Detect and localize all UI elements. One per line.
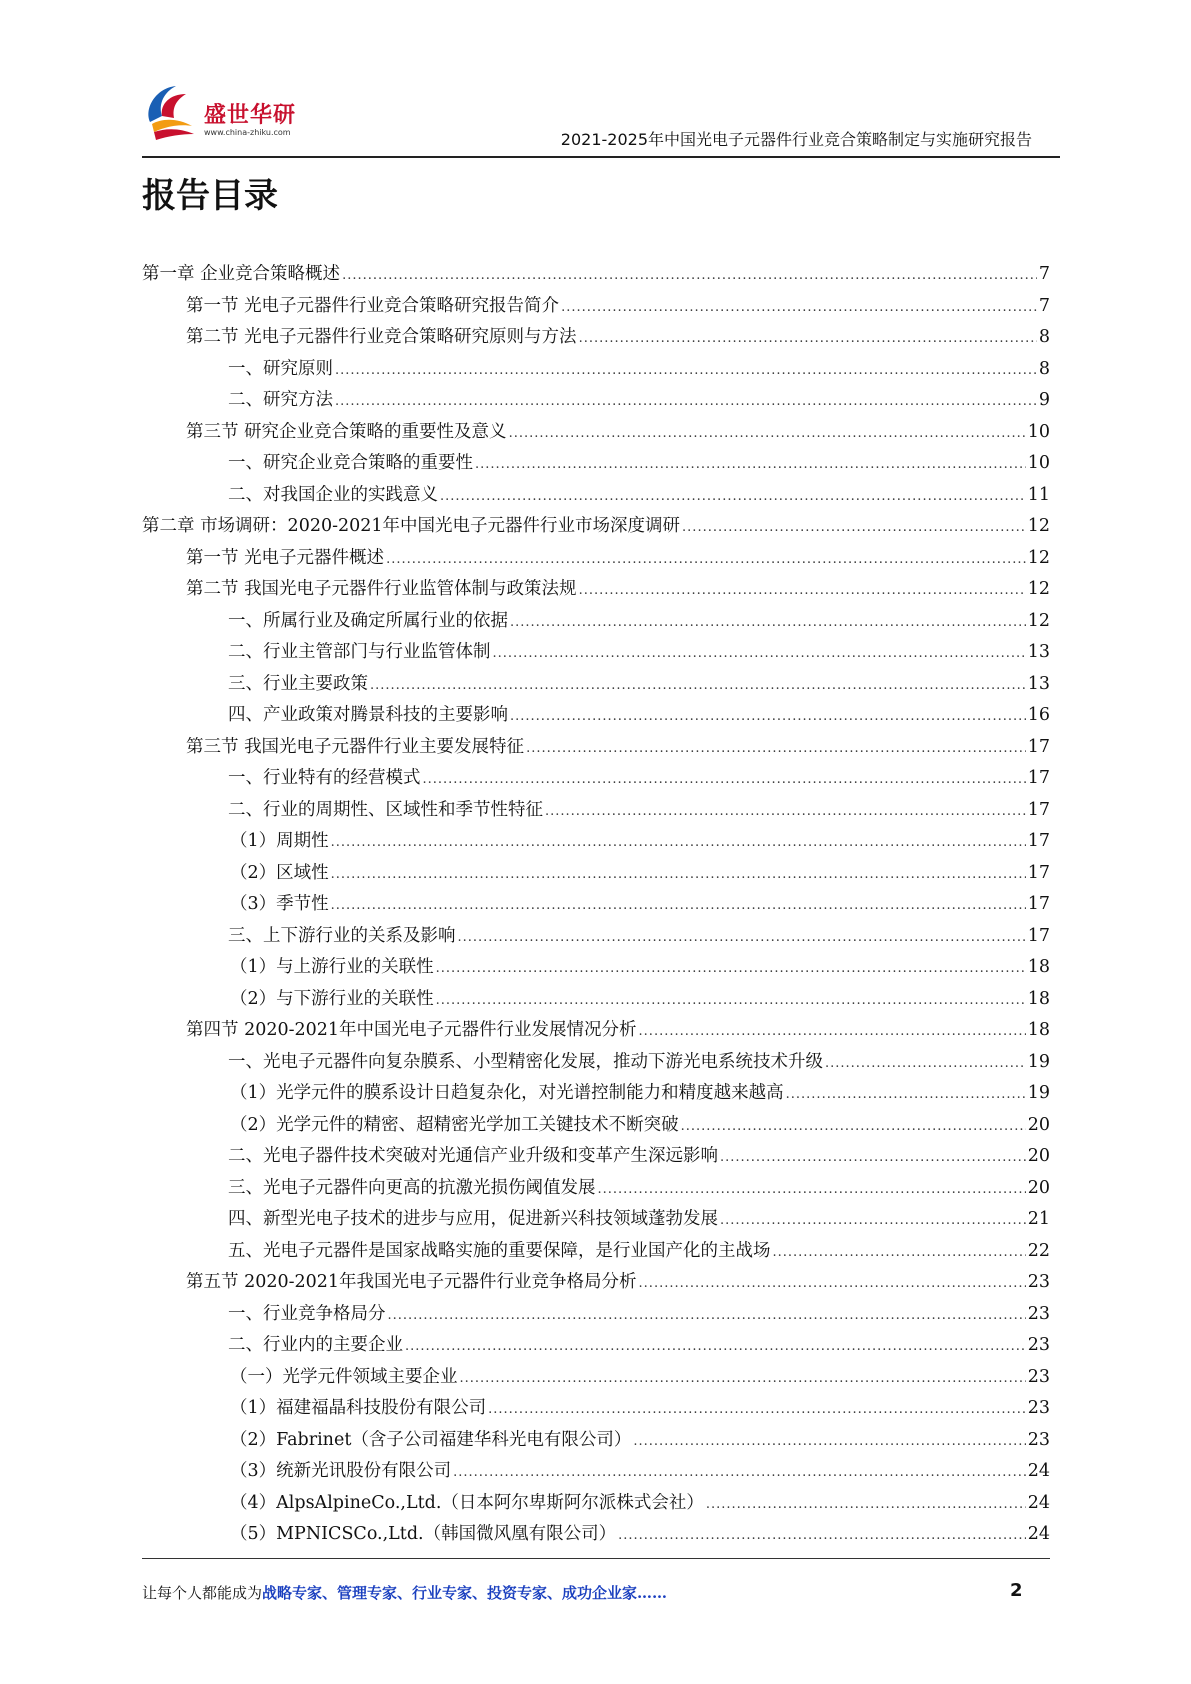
toc-entry-page: 17 bbox=[1027, 862, 1050, 883]
toc-entry[interactable] bbox=[142, 1048, 1050, 1080]
toc-entry[interactable] bbox=[142, 796, 1050, 828]
toc-leader-dots bbox=[423, 772, 1026, 787]
toc-entry-page: 19 bbox=[1027, 1083, 1050, 1103]
toc-entry-page: 20 bbox=[1027, 1114, 1050, 1135]
toc-entry-title: 二、行业的周期性、区域性和季节性特征 bbox=[228, 799, 543, 820]
toc-entry[interactable] bbox=[142, 386, 1050, 418]
toc-entry-title: （2）光学元件的精密、超精密光学加工关键技术不断突破 bbox=[230, 1114, 679, 1135]
toc-leader-dots bbox=[720, 1150, 1026, 1165]
toc-entry-title: 二、对我国企业的实践意义 bbox=[228, 484, 438, 505]
toc-leader-dots bbox=[579, 583, 1026, 598]
toc-entry[interactable] bbox=[142, 355, 1050, 387]
toc-entry-title: （3）统新光讯股份有限公司 bbox=[230, 1461, 452, 1481]
toc-entry-title: 一、行业特有的经营模式 bbox=[228, 768, 421, 788]
toc-leader-dots bbox=[460, 1371, 1026, 1386]
toc-entry-page: 10 bbox=[1027, 453, 1050, 473]
toc-entry[interactable] bbox=[142, 323, 1050, 355]
toc-entry[interactable] bbox=[142, 827, 1050, 859]
toc-entry-page: 23 bbox=[1027, 1366, 1050, 1387]
toc-entry-page: 17 bbox=[1027, 768, 1050, 788]
toc-entry[interactable] bbox=[142, 1237, 1050, 1269]
toc-entry-page: 7 bbox=[1038, 295, 1050, 316]
toc-entry-title: （2）Fabrinet（含子公司福建华科光电有限公司） bbox=[230, 1429, 632, 1450]
page-number: 2 bbox=[1010, 1580, 1023, 1601]
toc-entry-page: 7 bbox=[1038, 264, 1050, 284]
toc-entry-title: （4）AlpsAlpineCo.,Ltd.（日本阿尔卑斯阿尔派株式会社） bbox=[230, 1492, 704, 1513]
header-divider bbox=[142, 156, 1060, 158]
toc-entry-title: 第三节 研究企业竞合策略的重要性及意义 bbox=[186, 421, 507, 442]
company-logo bbox=[142, 78, 322, 148]
toc-entry-title: 第一节 光电子元器件概述 bbox=[186, 547, 385, 568]
toc-leader-dots bbox=[633, 1434, 1025, 1449]
toc-entry-page: 23 bbox=[1027, 1429, 1050, 1450]
toc-entry[interactable] bbox=[142, 1079, 1050, 1111]
toc-leader-dots bbox=[453, 1465, 1026, 1480]
toc-entry-title: 第二章 市场调研：2020-2021年中国光电子元器件行业市场深度调研 bbox=[142, 516, 681, 536]
toc-entry-page: 20 bbox=[1027, 1177, 1050, 1198]
toc-entry[interactable] bbox=[142, 701, 1050, 733]
toc-entry-title: 第三节 我国光电子元器件行业主要发展特征 bbox=[186, 736, 525, 757]
toc-leader-dots bbox=[706, 1497, 1026, 1512]
toc-entry-title: （2）与下游行业的关联性 bbox=[230, 988, 434, 1009]
toc-entry-title: 三、光电子元器件向更高的抗激光损伤阈值发展 bbox=[228, 1177, 596, 1198]
toc-entry-title: 四、新型光电子技术的进步与应用，促进新兴科技领域蓬勃发展 bbox=[228, 1209, 718, 1229]
toc-leader-dots bbox=[342, 268, 1037, 283]
toc-entry-title: 一、光电子元器件向复杂膜系、小型精密化发展，推动下游光电系统技术升级 bbox=[228, 1051, 823, 1072]
toc-entry-page: 8 bbox=[1038, 327, 1050, 347]
toc-entry-page: 22 bbox=[1027, 1240, 1050, 1261]
toc-entry[interactable] bbox=[142, 1457, 1050, 1489]
toc-entry-page: 17 bbox=[1027, 925, 1050, 946]
toc-entry[interactable] bbox=[142, 764, 1050, 796]
toc-entry[interactable] bbox=[142, 890, 1050, 922]
toc-leader-dots bbox=[386, 552, 1026, 567]
toc-entry[interactable] bbox=[142, 449, 1050, 481]
toc-entry-page: 23 bbox=[1027, 1335, 1050, 1355]
toc-entry-page: 12 bbox=[1027, 547, 1050, 568]
toc-entry[interactable] bbox=[142, 1363, 1050, 1395]
toc-entry-title: 一、所属行业及确定所属行业的依据 bbox=[228, 610, 508, 631]
toc-leader-dots bbox=[639, 1024, 1026, 1039]
toc-entry[interactable] bbox=[142, 292, 1050, 324]
toc-entry-title: 二、行业内的主要企业 bbox=[228, 1335, 403, 1355]
toc-leader-dots bbox=[440, 489, 1026, 504]
toc-leader-dots bbox=[331, 867, 1026, 882]
toc-entry[interactable] bbox=[142, 985, 1050, 1017]
toc-entry-page: 20 bbox=[1027, 1146, 1050, 1166]
toc-leader-dots bbox=[493, 646, 1026, 661]
toc-entry[interactable] bbox=[142, 418, 1050, 450]
toc-entry-page: 19 bbox=[1027, 1051, 1050, 1072]
toc-entry[interactable] bbox=[142, 1205, 1050, 1237]
toc-entry-page: 9 bbox=[1038, 390, 1050, 410]
footer-slogan-prefix: 让每个人都能成为 bbox=[142, 1584, 263, 1602]
toc-entry-page: 17 bbox=[1027, 894, 1050, 914]
toc-leader-dots bbox=[458, 930, 1026, 945]
toc-leader-dots bbox=[639, 1276, 1026, 1291]
toc-entry[interactable] bbox=[142, 1142, 1050, 1174]
toc-leader-dots bbox=[825, 1056, 1026, 1071]
toc-entry-title: 第一章 企业竞合策略概述 bbox=[142, 264, 341, 284]
toc-entry-title: （2）区域性 bbox=[230, 862, 329, 883]
toc-entry-page: 24 bbox=[1027, 1492, 1050, 1513]
toc-entry[interactable] bbox=[142, 607, 1050, 639]
toc-entry-title: （一）光学元件领域主要企业 bbox=[230, 1366, 458, 1387]
toc-entry-title: （1）与上游行业的关联性 bbox=[230, 957, 434, 977]
toc-entry-page: 17 bbox=[1027, 831, 1050, 851]
toc-entry-title: （1）周期性 bbox=[230, 831, 329, 851]
toc-leader-dots bbox=[436, 961, 1026, 976]
toc-entry-page: 17 bbox=[1027, 799, 1050, 820]
toc-entry-page: 10 bbox=[1027, 421, 1050, 442]
report-title: 2021-2025年中国光电子元器件行业竞合策略制定与实施研究报告 bbox=[560, 130, 1032, 149]
logo-text: 盛世华研 bbox=[204, 103, 297, 128]
footer-divider bbox=[142, 1558, 1050, 1559]
toc-entry-page: 11 bbox=[1027, 484, 1050, 505]
toc-leader-dots bbox=[405, 1339, 1026, 1354]
toc-entry[interactable] bbox=[142, 1300, 1050, 1332]
toc-entry-page: 24 bbox=[1027, 1524, 1050, 1544]
toc-entry-page: 18 bbox=[1027, 1020, 1050, 1040]
toc-entry[interactable] bbox=[142, 859, 1050, 891]
toc-entry-page: 13 bbox=[1027, 642, 1050, 662]
toc-entry[interactable] bbox=[142, 638, 1050, 670]
toc-leader-dots bbox=[335, 363, 1037, 378]
toc-entry[interactable] bbox=[142, 544, 1050, 576]
toc-entry-title: 四、产业政策对腾景科技的主要影响 bbox=[228, 705, 508, 725]
toc-entry[interactable] bbox=[142, 1016, 1050, 1048]
toc-entry[interactable] bbox=[142, 1394, 1050, 1426]
toc-leader-dots bbox=[681, 1119, 1026, 1134]
page-header bbox=[142, 78, 1060, 158]
toc-leader-dots bbox=[510, 709, 1026, 724]
toc-entry[interactable] bbox=[142, 670, 1050, 702]
toc-leader-dots bbox=[331, 835, 1026, 850]
toc-entry-page: 23 bbox=[1027, 1303, 1050, 1324]
toc-entry[interactable] bbox=[142, 953, 1050, 985]
toc-leader-dots bbox=[682, 520, 1026, 535]
toc-entry-page: 12 bbox=[1027, 579, 1050, 599]
footer-slogan bbox=[142, 1582, 667, 1603]
toc-leader-dots bbox=[561, 300, 1037, 315]
toc-entry-title: 五、光电子元器件是国家战略实施的重要保障，是行业国产化的主战场 bbox=[228, 1240, 771, 1261]
toc-entry-title: 第四节 2020-2021年中国光电子元器件行业发展情况分析 bbox=[186, 1020, 637, 1040]
toc-entry-page: 12 bbox=[1027, 516, 1050, 536]
toc-entry-page: 17 bbox=[1027, 736, 1050, 757]
footer-slogan-highlight: 战略专家、管理专家、行业专家、投资专家、成功企业家…… bbox=[262, 1584, 668, 1602]
toc-entry[interactable] bbox=[142, 512, 1050, 544]
toc-entry-page: 12 bbox=[1027, 610, 1050, 631]
toc-entry[interactable] bbox=[142, 1174, 1050, 1206]
toc-leader-dots bbox=[579, 331, 1037, 346]
toc-leader-dots bbox=[388, 1308, 1026, 1323]
toc-entry-title: 第二节 光电子元器件行业竞合策略研究原则与方法 bbox=[186, 327, 577, 347]
toc-entry[interactable] bbox=[142, 733, 1050, 765]
logo-emblem-icon bbox=[142, 78, 204, 148]
toc-entry[interactable] bbox=[142, 575, 1050, 607]
toc-leader-dots bbox=[720, 1213, 1026, 1228]
toc-entry-title: 一、行业竞争格局分 bbox=[228, 1303, 386, 1324]
toc-leader-dots bbox=[773, 1245, 1026, 1260]
toc-entry[interactable] bbox=[142, 922, 1050, 954]
toc-leader-dots bbox=[509, 426, 1026, 441]
toc-leader-dots bbox=[786, 1087, 1026, 1102]
toc-entry-page: 8 bbox=[1038, 358, 1050, 379]
toc-entry-page: 18 bbox=[1027, 957, 1050, 977]
toc-leader-dots bbox=[331, 898, 1026, 913]
toc-entry-title: 三、行业主要政策 bbox=[228, 673, 368, 694]
toc-entry-page: 21 bbox=[1027, 1209, 1050, 1229]
toc-entry-title: 第一节 光电子元器件行业竞合策略研究报告简介 bbox=[186, 295, 560, 316]
toc-entry-page: 16 bbox=[1027, 705, 1050, 725]
toc-entry-page: 23 bbox=[1027, 1272, 1050, 1292]
toc-leader-dots bbox=[618, 1528, 1026, 1543]
toc-entry-page: 18 bbox=[1027, 988, 1050, 1009]
toc-entry-title: （5）MPNICSCo.,Ltd.（韩国微风凰有限公司） bbox=[230, 1524, 617, 1544]
toc-entry[interactable] bbox=[142, 1520, 1050, 1552]
toc-leader-dots bbox=[545, 804, 1026, 819]
toc-leader-dots bbox=[475, 457, 1026, 472]
toc-leader-dots bbox=[510, 615, 1026, 630]
toc-leader-dots bbox=[335, 394, 1037, 409]
toc-entry-title: 一、研究原则 bbox=[228, 358, 333, 379]
toc-entry[interactable] bbox=[142, 1426, 1050, 1458]
toc-entry-title: 二、光电子器件技术突破对光通信产业升级和变革产生深远影响 bbox=[228, 1146, 718, 1166]
toc-leader-dots bbox=[598, 1182, 1026, 1197]
toc-entry-title: 三、上下游行业的关系及影响 bbox=[228, 925, 456, 946]
toc-leader-dots bbox=[436, 993, 1026, 1008]
toc-entry[interactable] bbox=[142, 1489, 1050, 1521]
toc-entry-title: （1）光学元件的膜系设计日趋复杂化，对光谱控制能力和精度越来越高 bbox=[230, 1083, 784, 1103]
toc-leader-dots bbox=[488, 1402, 1026, 1417]
toc-entry-title: （1）福建福晶科技股份有限公司 bbox=[230, 1398, 487, 1418]
toc-leader-dots bbox=[370, 678, 1026, 693]
page-title: 报告目录 bbox=[142, 176, 278, 216]
toc-entry-page: 23 bbox=[1027, 1398, 1050, 1418]
toc-entry-title: 二、行业主管部门与行业监管体制 bbox=[228, 642, 491, 662]
logo-url: www.china-zhiku.com bbox=[204, 128, 291, 137]
toc-leader-dots bbox=[526, 741, 1026, 756]
toc-entry-title: 二、研究方法 bbox=[228, 390, 333, 410]
toc-entry[interactable] bbox=[142, 260, 1050, 292]
table-of-contents bbox=[142, 260, 1050, 1552]
toc-entry-page: 24 bbox=[1027, 1461, 1050, 1481]
toc-entry-page: 13 bbox=[1027, 673, 1050, 694]
toc-entry[interactable] bbox=[142, 481, 1050, 513]
toc-entry-title: 第五节 2020-2021年我国光电子元器件行业竞争格局分析 bbox=[186, 1272, 637, 1292]
toc-entry-title: （3）季节性 bbox=[230, 894, 329, 914]
toc-entry[interactable] bbox=[142, 1268, 1050, 1300]
toc-entry-title: 第二节 我国光电子元器件行业监管体制与政策法规 bbox=[186, 579, 577, 599]
toc-entry[interactable] bbox=[142, 1111, 1050, 1143]
toc-entry[interactable] bbox=[142, 1331, 1050, 1363]
toc-entry-title: 一、研究企业竞合策略的重要性 bbox=[228, 453, 473, 473]
